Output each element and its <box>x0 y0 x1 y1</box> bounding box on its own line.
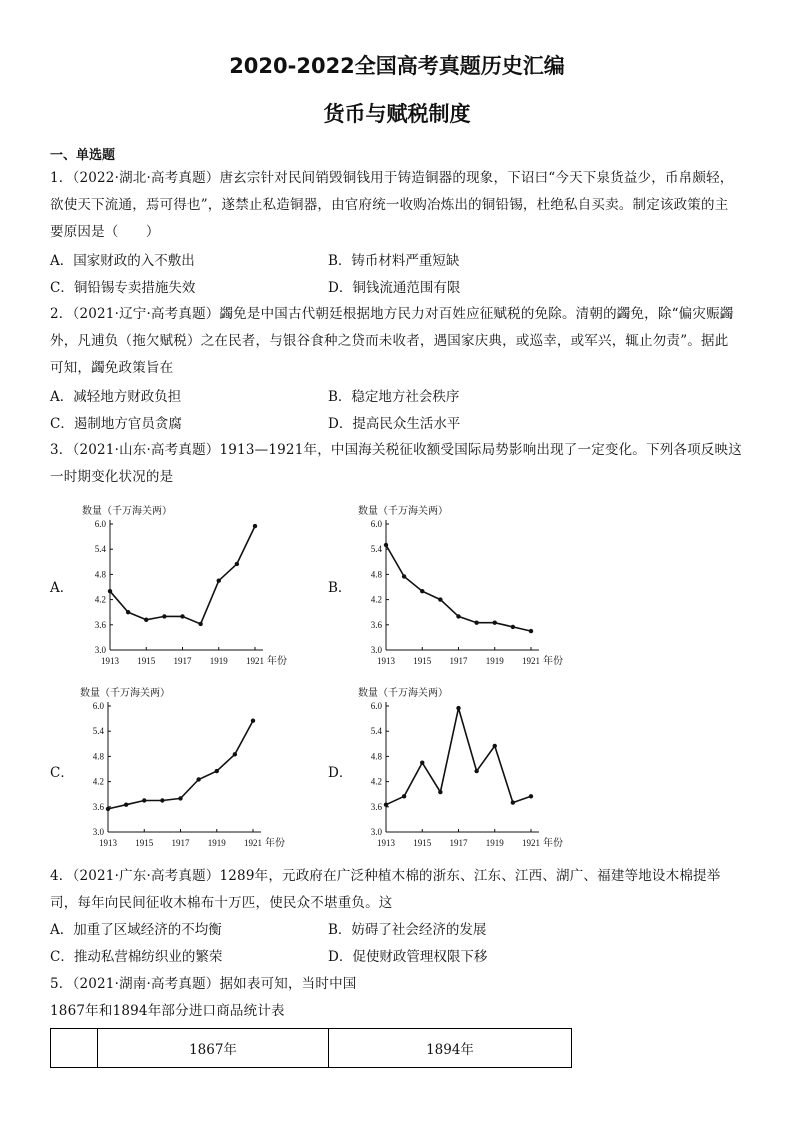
y-tick-label: 6.0 <box>94 519 106 529</box>
q4-option-b[interactable]: B．妨碍了社会经济的发展 <box>328 922 487 938</box>
y-tick-label: 4.8 <box>370 751 382 762</box>
y-tick-label: 6.0 <box>370 701 382 711</box>
x-tick-label: 1915 <box>135 838 154 848</box>
y-axis-label: 数量（千万海关两） <box>82 506 172 517</box>
x-axis-label: 年份 <box>267 656 287 667</box>
y-tick-label: 4.8 <box>94 569 106 580</box>
y-tick-label: 3.0 <box>94 645 106 655</box>
x-tick-label: 1915 <box>413 838 432 848</box>
y-axis-label: 数量（千万海关两） <box>80 688 170 699</box>
q1-option-c[interactable]: C．铜铅锡专卖措施失效 <box>50 280 196 296</box>
y-tick-label: 3.6 <box>370 801 382 812</box>
data-point <box>456 614 460 618</box>
data-point <box>474 769 478 773</box>
y-tick-label: 3.6 <box>92 801 104 812</box>
data-point <box>420 761 424 765</box>
data-point <box>384 543 388 547</box>
y-tick-label: 5.4 <box>370 726 382 737</box>
data-point <box>438 790 442 794</box>
data-point <box>529 794 533 798</box>
data-point <box>420 589 424 593</box>
x-tick-label: 1919 <box>209 656 228 666</box>
question-line: 要原因是（ ） <box>50 224 160 240</box>
y-tick-label: 3.6 <box>370 619 382 630</box>
line-chart-svg <box>78 684 308 864</box>
series-line <box>386 708 531 805</box>
x-tick-label: 1913 <box>377 838 395 848</box>
y-tick-label: 4.2 <box>370 594 382 605</box>
data-point <box>511 800 515 804</box>
data-point <box>253 524 257 528</box>
table-header-cell: 1894年 <box>329 1029 572 1068</box>
y-tick-label: 5.4 <box>92 726 104 737</box>
y-tick-label: 3.6 <box>94 619 106 630</box>
data-point <box>233 752 237 756</box>
question-line: 司，每年向民间征收木棉布十万匹，使民众不堪重负。这 <box>50 895 393 911</box>
section-heading: 一、单选题 <box>50 148 116 163</box>
x-tick-label: 1919 <box>485 838 504 848</box>
import-stats-table <box>50 1028 572 1068</box>
question-line: 可知，蠲免政策旨在 <box>50 360 174 376</box>
q1-option-d[interactable]: D．铜钱流通范围有限 <box>328 280 461 296</box>
x-axis-label: 年份 <box>543 838 563 849</box>
data-point <box>108 589 112 593</box>
series-line <box>108 721 253 809</box>
data-point <box>106 807 110 811</box>
page-subtitle: 货币与赋税制度 <box>323 102 471 126</box>
q1-option-a[interactable]: A．国家财政的入不敷出 <box>50 253 195 269</box>
question-line: 一时期变化状况的是 <box>50 469 174 485</box>
chart-d <box>356 684 586 864</box>
data-point <box>511 625 515 629</box>
data-point <box>124 803 128 807</box>
y-axis-label: 数量（千万海关两） <box>358 688 448 699</box>
y-tick-label: 4.2 <box>94 594 106 605</box>
data-point <box>126 610 130 614</box>
data-point <box>178 796 182 800</box>
question-line: 3．（2021·山东·高考真题）1913—1921年，中国海关税征收额受国际局势影响出现了一定变化。下列各项反映这 <box>50 442 742 458</box>
data-point <box>180 614 184 618</box>
x-tick-label: 1913 <box>99 838 117 848</box>
data-point <box>456 706 460 710</box>
question-line: 欲使天下流通，焉可得也”，遂禁止私造铜器，由官府统一收购冶炼出的铜铅锡，杜绝私自买卖。制定该政策的主 <box>50 197 729 213</box>
page-title: 2020-2022全国高考真题历史汇编 <box>229 54 565 78</box>
chart-option-letter[interactable]: B． <box>328 580 352 596</box>
x-tick-label: 1917 <box>171 838 190 848</box>
x-tick-label: 1921 <box>244 838 262 848</box>
x-tick-label: 1917 <box>449 838 468 848</box>
data-point <box>142 798 146 802</box>
question-line: 外，凡逋负（拖欠赋税）之在民者，与银谷食种之贷而未收者，遇国家庆典，或巡幸，或军兴，辄止勿责”。据此 <box>50 333 729 349</box>
x-tick-label: 1917 <box>173 656 192 666</box>
y-tick-label: 6.0 <box>370 519 382 529</box>
x-tick-label: 1919 <box>485 656 504 666</box>
data-point <box>493 621 497 625</box>
question-5-stem <box>50 971 750 1025</box>
data-point <box>144 618 148 622</box>
question-line: 4．（2021·广东·高考真题）1289年，元政府在广泛种植木棉的浙东、江东、江西、湖广、福建等地设木棉提举 <box>50 868 721 884</box>
y-tick-label: 6.0 <box>92 701 104 711</box>
y-tick-label: 4.2 <box>370 776 382 787</box>
y-tick-label: 5.4 <box>94 544 106 555</box>
line-chart-svg <box>356 684 586 864</box>
y-tick-label: 3.0 <box>370 827 382 837</box>
x-tick-label: 1915 <box>413 656 432 666</box>
data-point <box>529 629 533 633</box>
y-axis-label: 数量（千万海关两） <box>358 506 448 517</box>
data-point <box>217 579 221 583</box>
question-line: 5．（2021·湖南·高考真题）据如表可知，当时中国 <box>50 976 357 992</box>
x-tick-label: 1913 <box>101 656 119 666</box>
chart-a <box>80 502 310 682</box>
q1-option-b[interactable]: B．铸币材料严重短缺 <box>328 253 460 269</box>
chart-option-letter[interactable]: A． <box>50 580 74 596</box>
data-point <box>402 574 406 578</box>
x-axis-label: 年份 <box>543 656 563 667</box>
x-tick-label: 1915 <box>137 656 156 666</box>
data-point <box>474 621 478 625</box>
x-tick-label: 1919 <box>207 838 226 848</box>
chart-b <box>356 502 586 682</box>
series-line <box>110 526 255 624</box>
chart-option-letter[interactable]: D． <box>328 765 353 781</box>
data-point <box>160 798 164 802</box>
question-2-stem <box>50 301 750 382</box>
chart-option-letter[interactable]: C． <box>50 765 74 781</box>
data-point <box>402 794 406 798</box>
data-point <box>384 803 388 807</box>
line-chart-svg <box>356 502 586 682</box>
q2-option-b[interactable]: B．稳定地方社会秩序 <box>328 389 460 405</box>
q2-option-c[interactable]: C．遏制地方官员贪腐 <box>50 416 182 432</box>
x-tick-label: 1921 <box>522 656 540 666</box>
question-1-stem <box>50 165 750 246</box>
y-tick-label: 5.4 <box>370 544 382 555</box>
y-tick-label: 3.0 <box>92 827 104 837</box>
chart-c <box>78 684 308 864</box>
data-point <box>196 777 200 781</box>
data-point <box>438 597 442 601</box>
q2-option-a[interactable]: A．减轻地方财政负担 <box>50 389 182 405</box>
x-tick-label: 1913 <box>377 656 395 666</box>
table-header-cell <box>51 1029 98 1068</box>
table-row <box>51 1029 572 1068</box>
data-point <box>235 562 239 566</box>
table-header-cell: 1867年 <box>98 1029 329 1068</box>
x-tick-label: 1921 <box>246 656 264 666</box>
x-axis-label: 年份 <box>265 838 285 849</box>
table-caption: 1867年和1894年部分进口商品统计表 <box>50 1003 285 1019</box>
y-tick-label: 4.2 <box>92 776 104 787</box>
data-point <box>162 614 166 618</box>
y-tick-label: 4.8 <box>370 569 382 580</box>
data-point <box>493 744 497 748</box>
line-chart-svg <box>80 502 310 682</box>
q2-option-d[interactable]: D．提高民众生活水平 <box>328 416 461 432</box>
y-tick-label: 3.0 <box>370 645 382 655</box>
data-point <box>251 719 255 723</box>
y-tick-label: 4.8 <box>92 751 104 762</box>
question-line: 2．（2021·辽宁·高考真题）蠲免是中国古代朝廷根据地方民力对百姓应征赋税的免除。清朝的蠲免，除“偏灾赈蠲 <box>50 306 734 322</box>
data-point <box>215 769 219 773</box>
q4-option-c[interactable]: C．推动私营棉纺织业的繁荣 <box>50 949 223 965</box>
question-line: 1．（2022·湖北·高考真题）唐玄宗针对民间销毁铜钱用于铸造铜器的现象，下诏曰“今天下泉货益少，币帛颇轻， <box>50 170 734 186</box>
question-3-stem <box>50 437 750 491</box>
question-4-stem <box>50 863 750 917</box>
q4-option-d[interactable]: D．促使财政管理权限下移 <box>328 949 488 965</box>
data-point <box>198 622 202 626</box>
x-tick-label: 1917 <box>449 656 468 666</box>
q4-option-a[interactable]: A．加重了区域经济的不均衡 <box>50 922 222 938</box>
x-tick-label: 1921 <box>522 838 540 848</box>
